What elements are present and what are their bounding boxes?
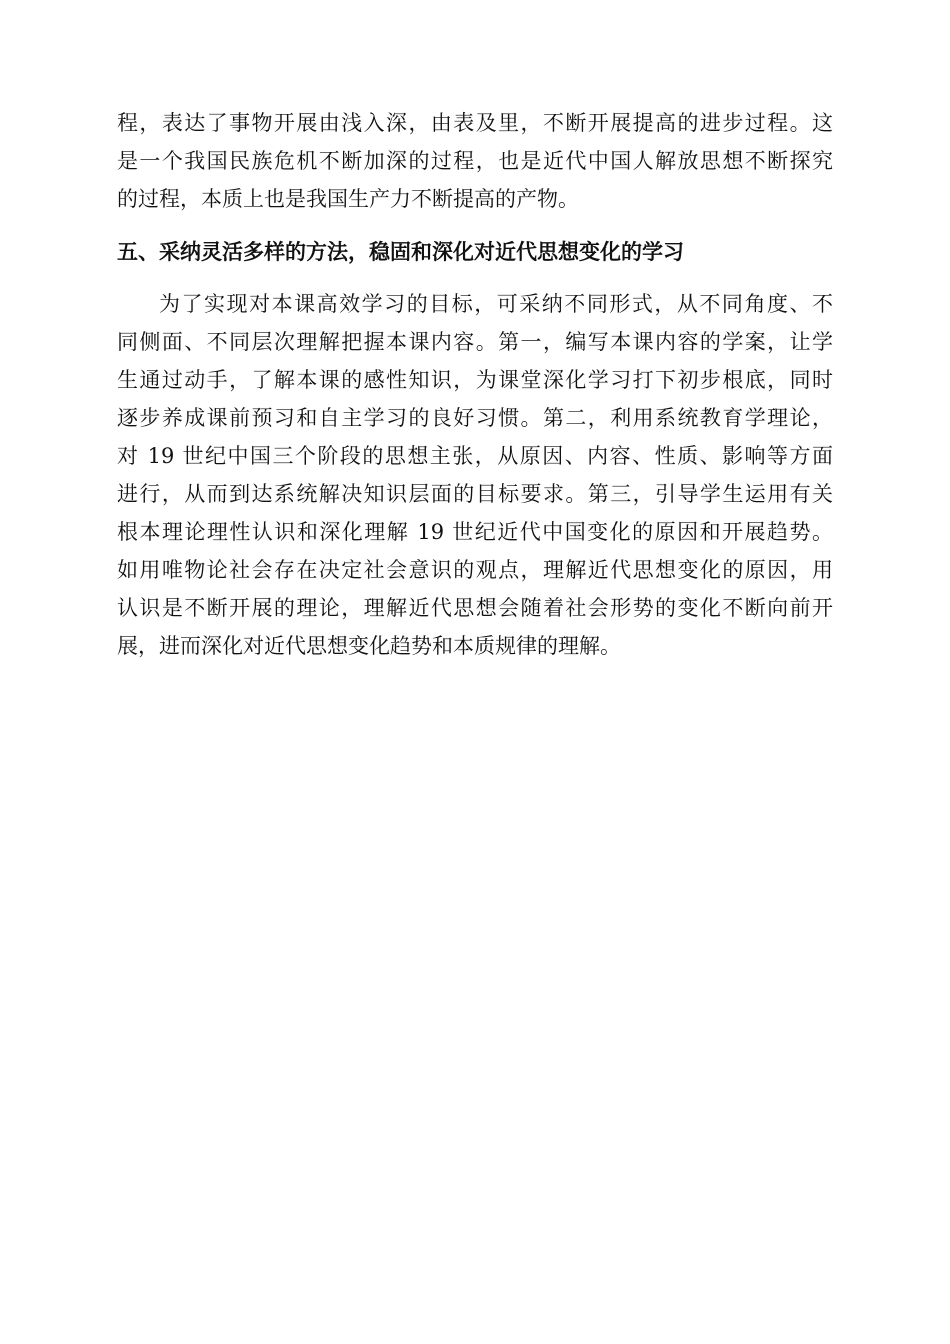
- continued-paragraph: [117, 104, 833, 218]
- section-paragraph: [117, 285, 833, 665]
- text-line: 为了实现对本课高效学习的目标，可采纳不同形式，从不同角度、不: [159, 292, 833, 316]
- text-line: 对 19 世纪中国三个阶段的思想主张，从原因、内容、性质、影响等方面: [117, 444, 833, 468]
- text-line: 同侧面、不同层次理解把握本课内容。第一，编写本课内容的学案，让学: [117, 330, 833, 354]
- text-line: 是一个我国民族危机不断加深的过程，也是近代中国人解放思想不断探究: [117, 149, 833, 173]
- text-line: 的过程，本质上也是我国生产力不断提高的产物。: [117, 187, 579, 211]
- text-line: 根本理论理性认识和深化理解 19 世纪近代中国变化的原因和开展趋势。: [117, 520, 833, 544]
- text-line: 逐步养成课前预习和自主学习的良好习惯。第二，利用系统教育学理论，: [117, 406, 833, 430]
- text-line: 展，进而深化对近代思想变化趋势和本质规律的理解。: [117, 634, 621, 658]
- text-line: 如用唯物论社会存在决定社会意识的观点，理解近代思想变化的原因，用: [117, 558, 833, 582]
- text-line: 程，表达了事物开展由浅入深，由表及里，不断开展提高的进步过程。这: [117, 111, 833, 135]
- section-heading: 五、采纳灵活多样的方法，稳固和深化对近代思想变化的学习: [117, 240, 684, 264]
- text-line: 进行，从而到达系统解决知识层面的目标要求。第三，引导学生运用有关: [117, 482, 833, 506]
- text-line: 认识是不断开展的理论，理解近代思想会随着社会形势的变化不断向前开: [117, 596, 833, 620]
- document-body: [117, 104, 833, 665]
- text-line: 生通过动手，了解本课的感性知识，为课堂深化学习打下初步根底，同时: [117, 368, 833, 392]
